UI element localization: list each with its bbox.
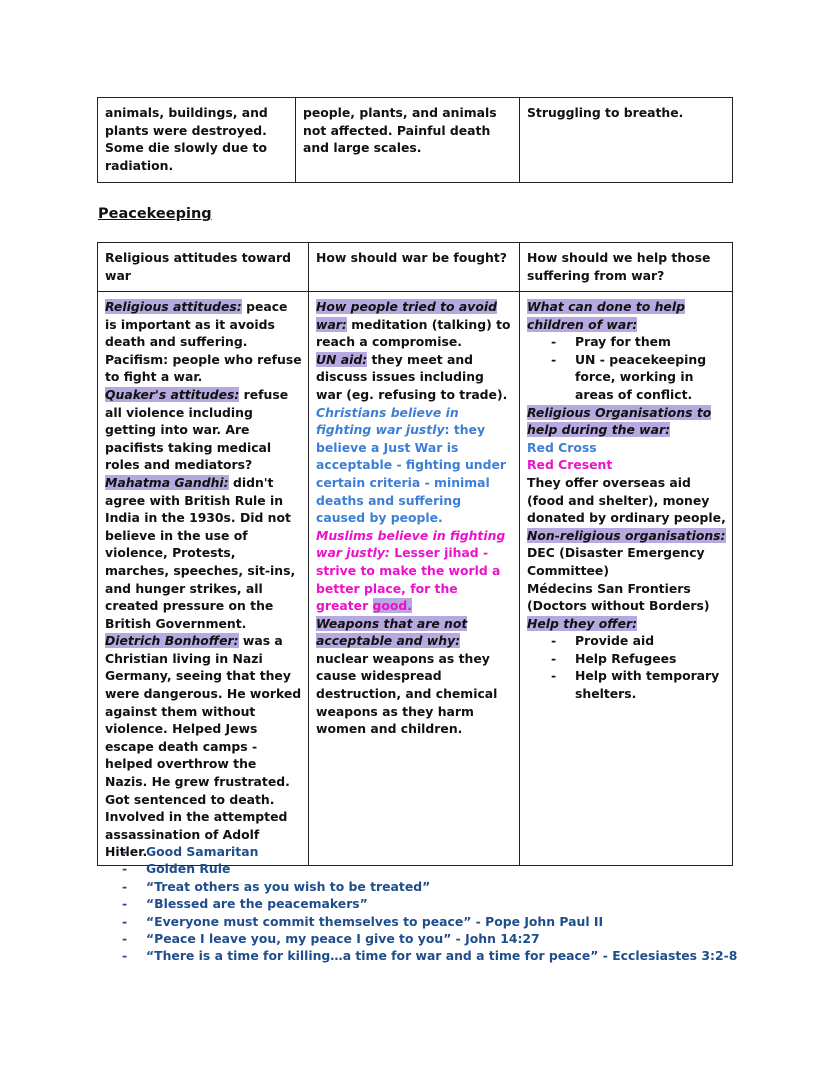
header-help-suffering: How should we help those suffering from war? <box>520 243 733 292</box>
quote-item: - Golden Rule <box>98 860 737 877</box>
term-label: Religious attitudes: <box>105 299 242 314</box>
cell-text: DEC (Disaster Emergency Committee) <box>527 545 705 578</box>
cell-text: meditation (talking) to reach a compromise. <box>316 316 511 350</box>
muslim-view-label: Muslims believe in fighting war justly: <box>316 527 506 561</box>
term-label: Help they offer: <box>527 615 638 631</box>
cell-text: refuse all violence including getting into war. Are pacifists taking medical roles and mediators? <box>105 386 289 473</box>
section-title: Peacekeeping <box>98 206 212 222</box>
cell-text: peace is important as it avoids death and suffering. <box>105 299 288 350</box>
quote-item: - “Treat others as you wish to be treated” <box>98 878 737 895</box>
table-cell: people, plants, and animals not affected. Painful death and large scales. <box>296 98 520 183</box>
christian-view-label: Christians believe in fighting war justly <box>316 404 459 438</box>
quote-item: - “Blessed are the peacemakers” <box>98 895 737 912</box>
christian-view-text: : they believe a Just War is acceptable - fighting under certain criteria - minimal deaths and suffering caused by people. <box>316 422 506 526</box>
header-religious-attitudes: Religious attitudes toward war <box>98 243 309 292</box>
cell-text: was a Christian living in Nazi Germany, seeing that they were dangerous. He worked against them without violence. Helped Jews escape death camps - helped overthrow the Nazis. He grew frustrated. Got sentenced to death. Involved in the attempted assassination of Adolf Hitler. <box>105 633 302 860</box>
table-row <box>98 292 733 866</box>
help-suffering-cell <box>520 292 733 866</box>
quotes-list <box>98 843 737 965</box>
term-label: How people tried to avoid war: <box>316 299 497 332</box>
term-label: What can done to help children of war: <box>527 299 685 332</box>
org-red-crescent: Red Cresent <box>527 457 613 473</box>
cell-text: didn't agree with British Rule in India in the 1930s. Did not believe in the use of violence, Protests, marches, speeches, sit-ins, and hunger strikes, all created pressure on the British Government. <box>105 474 296 631</box>
term-label: Quaker's attitudes: <box>105 386 240 402</box>
term-label: Non-religious organisations: <box>527 527 726 543</box>
term-label: Weapons that are not acceptable and why: <box>316 615 468 649</box>
header-how-war-fought: How should war be fought? <box>309 243 520 292</box>
effects-table <box>97 97 733 183</box>
cell-text: They offer overseas aid (food and shelter), money donated by ordinary people, <box>527 474 726 526</box>
table-row <box>98 98 733 183</box>
table-header-row <box>98 243 733 292</box>
list-item: - UN - peacekeeping force, working in areas of conflict. <box>527 351 726 404</box>
term-label: Religious Organisations to help during the war: <box>527 404 712 438</box>
term-label: UN aid: <box>316 351 368 367</box>
term-label: Mahatma Gandhi: <box>105 474 229 490</box>
list-item: - Help Refugees <box>527 650 726 668</box>
cell-text: Pacifism: people who refuse to fight a war. <box>105 351 302 385</box>
help-offer-list <box>527 632 726 702</box>
term-label: Dietrich Bonhoffer: <box>105 633 239 649</box>
quote-item: - Good Samaritan <box>98 843 737 860</box>
quote-item: - “Everyone must commit themselves to peace” - Pope John Paul II <box>98 913 737 930</box>
muslim-view-end: good. <box>372 598 412 614</box>
muslim-view-text: Lesser jihad - strive to make the world a better place, for the greater <box>316 545 501 614</box>
org-red-cross: Red Cross <box>527 439 597 455</box>
peacekeeping-table <box>97 242 733 866</box>
children-help-list <box>527 333 726 403</box>
cell-text: Médecins San Frontiers (Doctors without Borders) <box>527 580 710 614</box>
table-cell: Struggling to breathe. <box>520 98 733 183</box>
list-item: - Provide aid <box>527 632 726 650</box>
cell-text: nuclear weapons as they cause widespread destruction, and chemical weapons as they harm women and children. <box>316 650 498 737</box>
quote-item: - “There is a time for killing…a time for war and a time for peace” - Ecclesiastes 3:2-8 <box>98 947 737 964</box>
list-item: - Pray for them <box>527 333 726 351</box>
list-item: - Help with temporary shelters. <box>527 667 726 702</box>
table-cell: animals, buildings, and plants were destroyed. Some die slowly due to radiation. <box>98 98 296 183</box>
religious-attitudes-cell <box>98 292 309 866</box>
quote-item: - “Peace I leave you, my peace I give to you” - John 14:27 <box>98 930 737 947</box>
cell-text: they meet and discuss issues including war (eg. refusing to trade). <box>316 351 508 402</box>
war-fought-cell <box>309 292 520 866</box>
